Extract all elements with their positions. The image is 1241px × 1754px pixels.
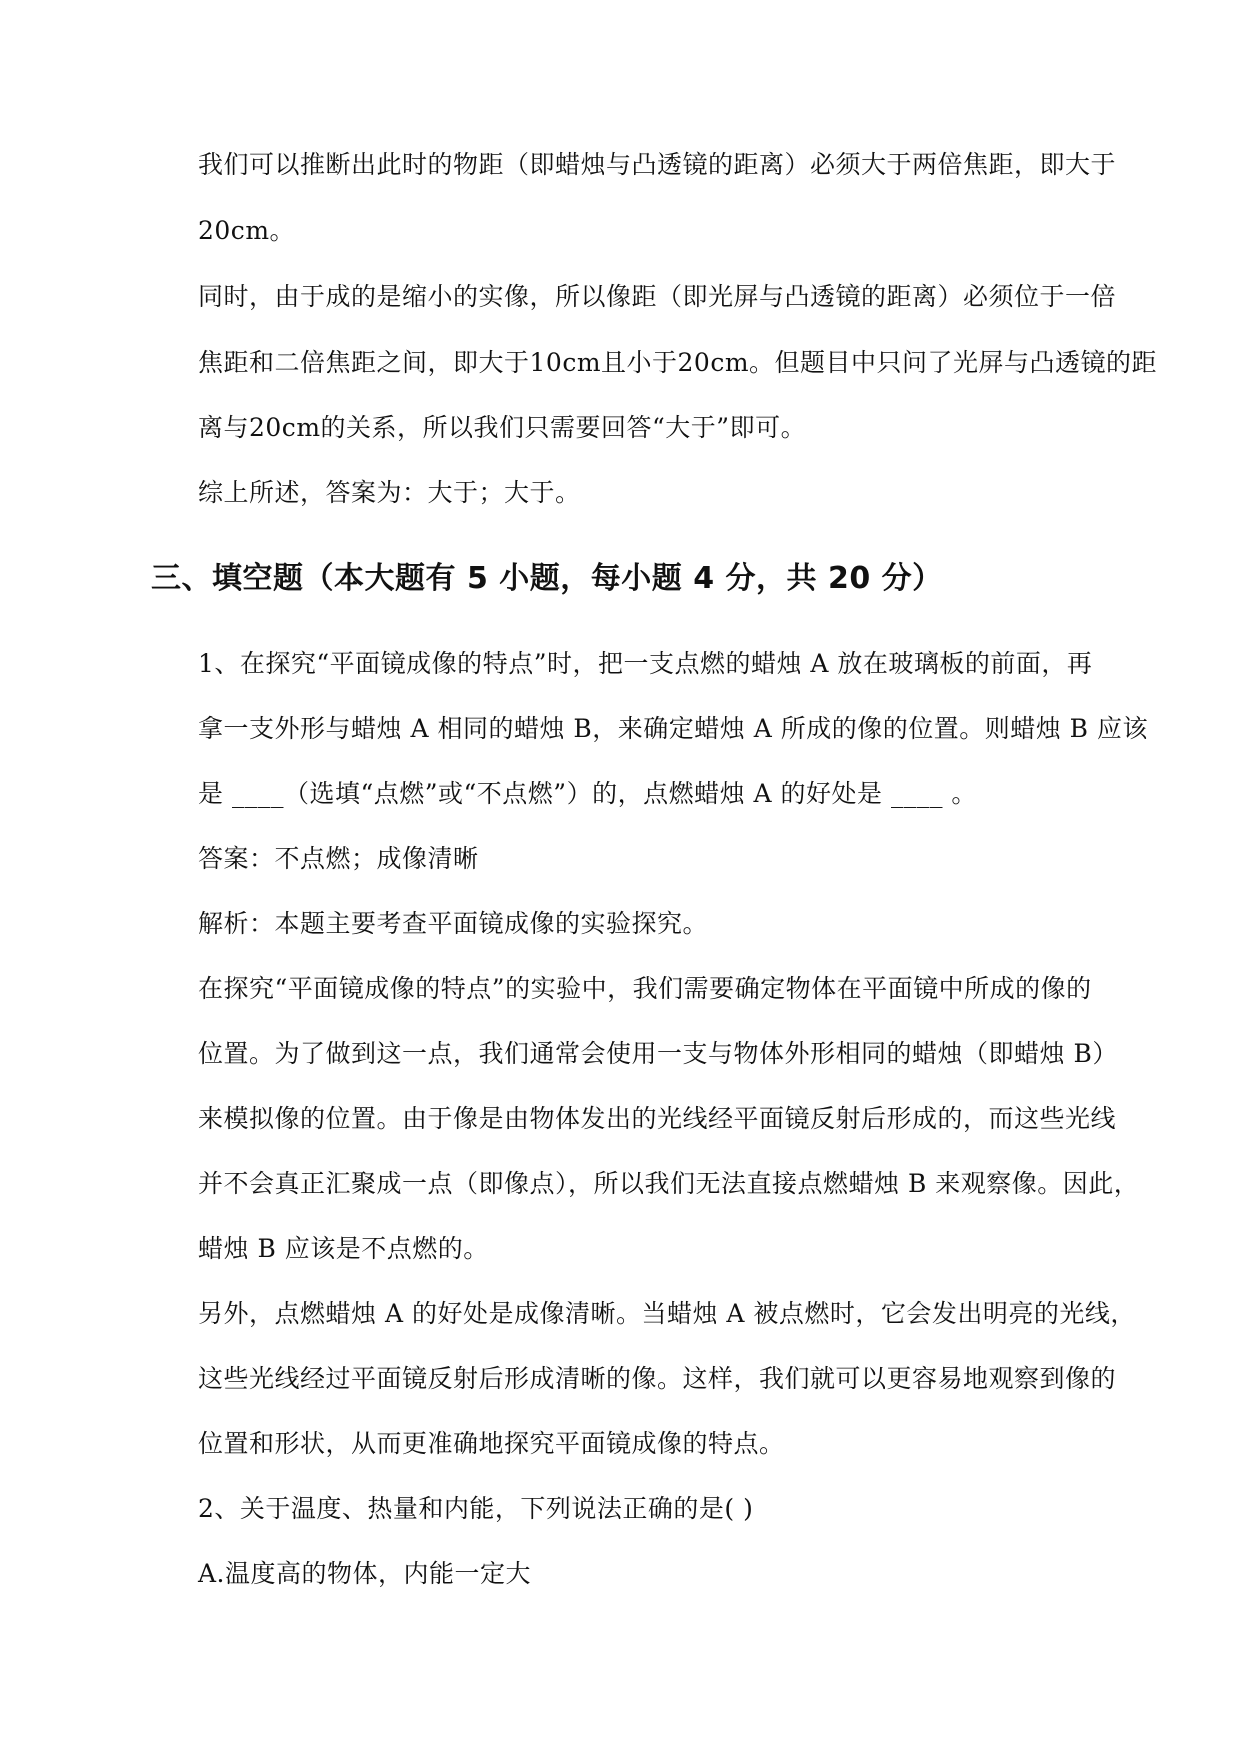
paragraph-line: 我们可以推断出此时的物距（即蜡烛与凸透镜的距离）必须大于两倍焦距，即大于 (198, 150, 1117, 179)
section-heading: 三、填空题（本大题有 5 小题，每小题 4 分，共 20 分） (151, 561, 943, 596)
question-line: 2、关于温度、热量和内能，下列说法正确的是( ) (198, 1494, 754, 1523)
analysis-line: 位置。为了做到这一点，我们通常会使用一支与物体外形相同的蜡烛（即蜡烛 B） (198, 1039, 1118, 1068)
analysis-line: 蜡烛 B 应该是不点燃的。 (198, 1234, 489, 1263)
paragraph-line: 焦距和二倍焦距之间，即大于10cm且小于20cm。但题目中只问了光屏与凸透镜的距 (198, 348, 1158, 377)
paragraph-line: 离与20cm的关系，所以我们只需要回答“大于”即可。 (198, 413, 807, 442)
analysis-line: 并不会真正汇聚成一点（即像点），所以我们无法直接点燃蜡烛 B 来观察像。因此， (198, 1169, 1140, 1198)
answer-line: 答案：不点燃；成像清晰 (198, 844, 479, 873)
paragraph-line: 20cm。 (198, 216, 296, 245)
question-line: 拿一支外形与蜡烛 A 相同的蜡烛 B，来确定蜡烛 A 所成的像的位置。则蜡烛 B 应该 (198, 714, 1148, 743)
analysis-line: 在探究“平面镜成像的特点”的实验中，我们需要确定物体在平面镜中所成的像的 (198, 974, 1092, 1003)
option-line: A.温度高的物体，内能一定大 (198, 1559, 532, 1588)
paragraph-line: 综上所述，答案为：大于；大于。 (198, 478, 581, 507)
analysis-line: 解析：本题主要考查平面镜成像的实验探究。 (198, 909, 709, 938)
question-line: 是 ____（选填“点燃”或“不点燃”）的，点燃蜡烛 A 的好处是 ____ 。 (198, 779, 977, 808)
analysis-line: 这些光线经过平面镜反射后形成清晰的像。这样，我们就可以更容易地观察到像的 (198, 1364, 1117, 1393)
paragraph-line: 同时，由于成的是缩小的实像，所以像距（即光屏与凸透镜的距离）必须位于一倍 (198, 282, 1117, 311)
analysis-line: 另外，点燃蜡烛 A 的好处是成像清晰。当蜡烛 A 被点燃时，它会发出明亮的光线， (198, 1299, 1136, 1328)
question-line: 1、在探究“平面镜成像的特点”时，把一支点燃的蜡烛 A 放在玻璃板的前面，再 (198, 649, 1093, 678)
analysis-line: 位置和形状，从而更准确地探究平面镜成像的特点。 (198, 1429, 785, 1458)
analysis-line: 来模拟像的位置。由于像是由物体发出的光线经平面镜反射后形成的，而这些光线 (198, 1104, 1117, 1133)
